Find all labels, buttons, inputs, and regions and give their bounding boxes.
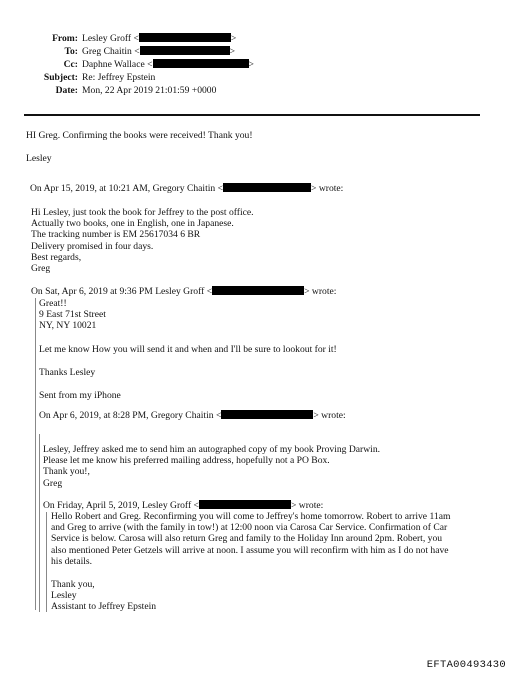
address-line: NY, NY 10021: [39, 320, 97, 332]
close-bracket: >: [230, 33, 237, 44]
quote2-para: Let me know How you will send it and when and I'll be sure to lookout for it!: [39, 344, 337, 355]
redaction-bar: [212, 286, 304, 295]
attribution-suffix: > wrote:: [304, 286, 337, 297]
date-label: Date:: [55, 85, 78, 96]
quote1-line: Greg: [31, 262, 51, 274]
attribution-suffix: > wrote:: [313, 410, 346, 421]
redaction-bar: [199, 500, 291, 509]
cc-row: [6, 59, 254, 70]
date-value: Mon, 22 Apr 2019 21:01:59 +0000: [82, 85, 217, 96]
subject-label: Subject:: [43, 72, 78, 83]
quote2-para: Thanks Lesley: [39, 367, 96, 378]
subject-row: [6, 72, 155, 83]
attribution-suffix: > wrote:: [290, 500, 324, 511]
quote1-line: Delivery promised in four days.: [31, 240, 154, 252]
to-value: Greg Chaitin <: [82, 46, 140, 57]
quote4-attribution: [43, 500, 323, 511]
from-value: Lesley Groff <: [82, 33, 139, 44]
quote3-body: [43, 444, 380, 489]
quote4-line: Hello Robert and Greg. Reconfirming you will come to Jeffrey's home tomorrow. Robert to arrive 11am: [51, 511, 451, 522]
reply-signature: Lesley: [26, 153, 52, 164]
quote4-line: also mentioned Peter Getzels will arrive at noon. I assume you will reconfirm with him as I do not have: [51, 544, 449, 556]
close-bracket: >: [229, 46, 236, 57]
attribution-prefix: On Apr 6, 2019, at 8:28 PM, Gregory Chaitin <: [39, 410, 222, 421]
quote1-line: Best regards,: [31, 251, 82, 263]
attribution-prefix: On Friday, April 5, 2019, Lesley Groff <: [43, 500, 199, 511]
redaction-bar: [139, 33, 231, 42]
header-divider: [24, 114, 480, 116]
quote4-line: and Greg to arrive (with the family in tow!) at 12:00 noon via Carosa Car Service. Confirmation of Car: [51, 522, 448, 534]
quote-bar: [39, 434, 40, 612]
quote2-attribution: [31, 286, 336, 297]
quote3-line: Please let me know his preferred mailing address, hopefully not a PO Box.: [43, 455, 330, 467]
quote1-line: Actually two books, one in English, one in Japanese.: [31, 218, 234, 230]
quote-bar: [46, 512, 47, 612]
redaction-bar: [221, 410, 313, 419]
quote4-body: [51, 511, 450, 567]
quote4-line: his details.: [51, 555, 93, 567]
from-row: [6, 33, 236, 44]
quote1-attribution: [30, 183, 343, 194]
document-id: EFTA00493430: [426, 659, 506, 671]
to-row: [6, 46, 235, 57]
closing-line: Assistant to Jeffrey Epstein: [51, 601, 157, 613]
closing-line: Lesley: [51, 590, 77, 602]
attribution-prefix: On Apr 15, 2019, at 10:21 AM, Gregory Chaitin <: [30, 183, 224, 194]
quote3-line: Thank you!,: [43, 466, 90, 478]
subject-value: Re: Jeffrey Epstein: [82, 72, 156, 83]
quote2-address: [39, 298, 106, 332]
quote3-attribution: [39, 410, 346, 421]
attribution-suffix: > wrote:: [311, 183, 344, 194]
cc-value: Daphne Wallace <: [82, 59, 153, 70]
address-line: 9 East 71st Street: [39, 309, 106, 321]
quote4-closing: [51, 579, 156, 613]
address-line: Great!!: [39, 298, 67, 309]
quote1-body: [31, 207, 254, 274]
to-label: To:: [64, 46, 78, 57]
quote3-line: Greg: [43, 477, 63, 489]
quote-bar: [35, 298, 36, 610]
quote1-line: The tracking number is EM 25617034 6 BR: [31, 229, 201, 241]
attribution-prefix: On Sat, Apr 6, 2019 at 9:36 PM Lesley Groff <: [31, 286, 213, 297]
redaction-bar: [140, 46, 230, 55]
reply-line: HI Greg. Confirming the books were received! Thank you!: [26, 130, 253, 141]
quote2-para: Sent from my iPhone: [39, 390, 121, 401]
from-label: From:: [52, 33, 78, 44]
cc-label: Cc:: [63, 59, 78, 70]
quote1-line: Hi Lesley, just took the book for Jeffrey to the post office.: [31, 207, 254, 218]
quote4-line: Service is below. Carosa will also return Greg and family to the Holiday Inn around 2pm. Robert, you: [51, 533, 443, 545]
date-row: [6, 85, 216, 96]
quote3-line: Lesley, Jeffrey asked me to send him an autographed copy of my book Proving Darwin.: [43, 444, 381, 455]
closing-line: Thank you,: [51, 579, 95, 590]
close-bracket: >: [248, 59, 254, 70]
redaction-bar: [223, 183, 311, 192]
redaction-bar: [153, 59, 249, 68]
